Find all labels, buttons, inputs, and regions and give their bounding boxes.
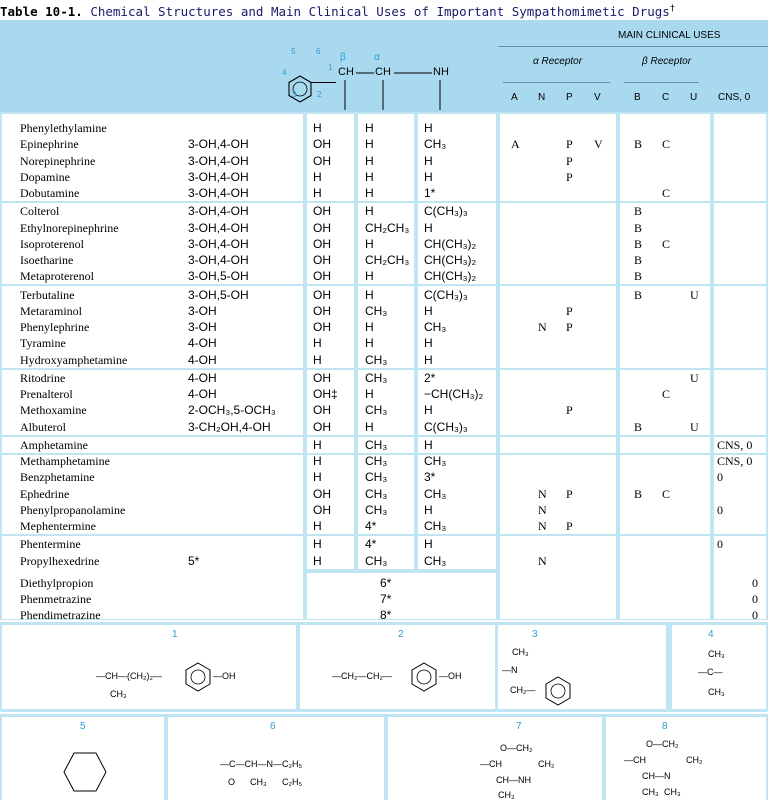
cell-N: N: [538, 519, 547, 533]
cell-sub: 3-OH: [188, 320, 217, 334]
cell-P: P: [566, 486, 573, 501]
cell-b: OH: [313, 269, 331, 284]
cell-sub: 3-OH,4-OH: [188, 204, 249, 219]
structure-4-carbon: —C—: [698, 667, 723, 677]
col-head-u: U: [690, 92, 698, 103]
structure-8-oxygen: O—CH₂: [646, 739, 679, 749]
cell-name: Hydroxyamphetamine: [20, 352, 128, 367]
cell-n: CH(CH₃)₂: [424, 269, 477, 284]
cell-B: B: [634, 419, 643, 434]
col-head-b: B: [634, 92, 641, 103]
row-group-separator: [2, 368, 766, 370]
cell-b: OH: [313, 370, 331, 385]
alpha-uses-panel: [500, 114, 616, 619]
cell-sub: 3-OH: [188, 303, 217, 318]
cell-B: B: [634, 220, 643, 235]
structure-2-hydroxyl: —OH: [439, 671, 462, 681]
cell-name: Tyramine: [20, 336, 66, 351]
cell-a: CH₃: [365, 502, 388, 517]
cell-n: 3*: [424, 470, 436, 485]
cell-name: Propylhexedrine: [20, 553, 100, 568]
cell-name: Methoxamine: [20, 403, 87, 418]
row-group-separator: [2, 435, 766, 437]
cell-n: CH₃: [424, 454, 447, 468]
structure-1-box: [2, 625, 296, 709]
cell-n: H: [424, 303, 433, 318]
cell-struct: 7*: [380, 592, 392, 606]
cell-n: −CH(CH₃)₂: [424, 387, 484, 401]
structure-2-chain: —CH₂—CH₂—: [332, 671, 392, 681]
structure-4-number: 4: [708, 629, 714, 640]
structure-4-box: [672, 625, 766, 709]
cell-a: CH₃: [365, 437, 388, 452]
cell-n: H: [424, 220, 433, 235]
cell-b: OH: [313, 287, 331, 302]
cell-b: H: [313, 121, 322, 135]
cell-n: H: [424, 437, 433, 452]
cell-a: H: [365, 236, 374, 251]
cell-B: B: [634, 204, 643, 219]
cell-cns: 0: [717, 502, 723, 517]
structure-8-ch: —CH: [624, 755, 646, 765]
cell-name: Terbutaline: [20, 287, 75, 302]
cell-b: OH: [313, 236, 331, 251]
cell-sub: 2-OCH₃,5-OCH₃: [188, 403, 276, 418]
structure-8-number: 8: [662, 721, 668, 732]
cell-b: OH: [313, 486, 331, 501]
cell-C: C: [662, 236, 671, 251]
main-clinical-uses-heading: MAIN CLINICAL USES: [618, 30, 721, 41]
cell-sub: 3-OH,4-OH: [188, 220, 249, 235]
cell-name: Epinephrine: [20, 137, 79, 152]
structure-3-methyl: CH₃: [512, 647, 529, 657]
structure-strip-bottom: [0, 714, 768, 800]
structure-7-box: [388, 717, 602, 800]
cell-sub: 5*: [188, 553, 200, 568]
beta-receptor-heading: β Receptor: [642, 56, 692, 67]
cell-b: H: [313, 336, 322, 351]
cell-n: H: [424, 169, 433, 184]
cell-n: H: [424, 403, 433, 418]
structure-3-nitrogen: —N: [502, 665, 518, 675]
cell-a: CH₂CH₃: [365, 253, 410, 267]
cell-B: B: [634, 253, 643, 267]
structure-1-number: 1: [172, 629, 178, 640]
cell-name: Prenalterol: [20, 387, 73, 401]
cell-name: Dobutamine: [20, 186, 80, 200]
cell-name: Metaproterenol: [20, 269, 94, 284]
structure-1-methyl: CH₃: [110, 689, 127, 699]
cell-b: OH: [313, 253, 331, 267]
row-group-separator: [2, 201, 766, 203]
table-number: Table 10-1.: [0, 4, 83, 20]
title-footnote-mark: †: [669, 4, 676, 14]
cell-n: C(CH₃)₃: [424, 287, 468, 302]
cell-U: U: [690, 419, 699, 434]
cell-b: H: [313, 454, 322, 468]
structure-6-chain: —C—CH—N—C₂H₅: [220, 759, 303, 769]
structure-6-ethyl: C₂H₅: [282, 777, 303, 787]
cell-n: CH₃: [424, 320, 447, 334]
cell-b: OH: [313, 137, 331, 152]
cell-sub: 3-OH,4-OH: [188, 236, 249, 251]
cell-C: C: [662, 486, 671, 501]
row-group-separator: [2, 534, 766, 536]
cell-N: N: [538, 553, 547, 568]
header-divider: [498, 46, 768, 47]
cell-cns: 0: [752, 608, 758, 622]
cell-n: 2*: [424, 370, 436, 385]
structure-7-methyl: CH₃: [498, 790, 515, 800]
structure-7-ch: —CH: [480, 759, 502, 769]
cell-name: Isoetharine: [20, 253, 74, 267]
cell-b: OH: [313, 204, 331, 219]
cell-name: Isoproterenol: [20, 236, 84, 251]
cell-n: H: [424, 502, 433, 517]
structure-5-cyclohexane: [62, 751, 108, 793]
cell-name: Phentermine: [20, 537, 81, 552]
cell-name: Phenmetrazine: [20, 592, 92, 606]
beta-ch: CH: [338, 66, 354, 78]
cell-name: Metaraminol: [20, 303, 82, 318]
cell-P: P: [566, 403, 573, 418]
cell-name: Phenylpropanolamine: [20, 502, 126, 517]
alpha-receptor-heading: α Receptor: [533, 56, 583, 67]
cell-n: C(CH₃)₃: [424, 419, 468, 434]
cell-a: H: [365, 287, 374, 302]
cell-name: Ethylnorepinephrine: [20, 220, 119, 235]
alpha-divider: [503, 82, 610, 83]
cell-b: OH: [313, 502, 331, 517]
structure-3-number: 3: [532, 629, 538, 640]
cell-a: H: [365, 186, 374, 200]
cell-a: CH₃: [365, 403, 388, 418]
cell-N: N: [538, 486, 547, 501]
cell-b: OH: [313, 153, 331, 168]
cell-B: B: [634, 269, 643, 284]
structure-5-box: [2, 717, 164, 800]
cell-a: CH₃: [365, 486, 388, 501]
cell-b: H: [313, 186, 322, 200]
cell-struct: 6*: [380, 576, 392, 590]
table-caption: Chemical Structures and Main Clinical Uses of Important Sympathomimetic Drugs: [82, 4, 670, 20]
cell-n: CH(CH₃)₂: [424, 253, 477, 267]
cell-sub: 4-OH: [188, 370, 217, 385]
cell-sub: 3-OH,4-OH: [188, 186, 249, 200]
cell-A: A: [511, 137, 520, 152]
structure-3-ring: [542, 675, 574, 707]
structure-6-methyl: CH₃: [250, 777, 267, 787]
cell-name: Phenylethylamine: [20, 121, 107, 135]
col-head-cns: CNS, 0: [718, 92, 751, 103]
cell-sub: 4-OH: [188, 352, 217, 367]
structure-8-n: CH—N: [642, 771, 671, 781]
beta-divider: [624, 82, 699, 83]
cell-b: OH: [313, 220, 331, 235]
structure-8-methyl-1: CH₃: [642, 787, 659, 797]
cell-a: H: [365, 336, 374, 351]
cell-name: Phendimetrazine: [20, 608, 101, 622]
cell-b: OH: [313, 320, 331, 334]
cell-n: CH₃: [424, 137, 447, 152]
structure-7-number: 7: [516, 721, 522, 732]
structure-8-box: [606, 717, 766, 800]
cell-a: H: [365, 121, 374, 135]
cell-name: Benzphetamine: [20, 470, 95, 485]
cell-a: CH₃: [365, 370, 388, 385]
cell-a: CH₃: [365, 303, 388, 318]
cell-B: B: [634, 236, 643, 251]
row-group-separator: [2, 284, 766, 286]
cell-N: N: [538, 320, 547, 334]
cell-name: Phenylephrine: [20, 320, 90, 334]
cell-sub: 3-OH,5-OH: [188, 269, 249, 284]
ring-pos-1: 1: [328, 63, 333, 72]
ring-pos-5: 5: [291, 47, 296, 56]
cell-b: H: [313, 470, 322, 485]
cell-sub: 3-OH,4-OH: [188, 137, 249, 152]
structure-2-box: [300, 625, 495, 709]
cell-b: H: [313, 169, 322, 184]
cell-n: H: [424, 336, 433, 351]
cell-B: B: [634, 137, 643, 152]
cell-a: H: [365, 169, 374, 184]
beta-symbol: β: [340, 52, 346, 63]
cell-C: C: [662, 137, 671, 152]
bottom-struct-panel: [307, 573, 496, 619]
cell-b: H: [313, 537, 322, 552]
ring-pos-6: 6: [316, 47, 321, 56]
cell-b: OH‡: [313, 387, 338, 401]
cell-n: H: [424, 121, 433, 135]
cell-a: 4*: [365, 519, 377, 533]
cell-n: CH₃: [424, 519, 447, 533]
cell-V: V: [594, 137, 603, 152]
ring-pos-4: 4: [282, 68, 287, 77]
cell-n: H: [424, 153, 433, 168]
cell-n: 1*: [424, 186, 436, 200]
alpha-ch: CH: [375, 66, 391, 78]
cell-P: P: [566, 320, 573, 334]
cell-a: CH₃: [365, 470, 388, 485]
col-head-v: V: [594, 92, 601, 103]
cell-n: C(CH₃)₃: [424, 204, 468, 219]
cell-U: U: [690, 287, 699, 302]
structure-8-methyl-2: CH₃: [664, 787, 681, 797]
cell-a: H: [365, 137, 374, 152]
col-head-c: C: [662, 92, 670, 103]
col-head-p: P: [566, 92, 573, 103]
cell-name: Methamphetamine: [20, 454, 110, 468]
cell-b: H: [313, 352, 322, 367]
cell-b: H: [313, 553, 322, 568]
cell-N: N: [538, 502, 547, 517]
cell-B: B: [634, 287, 643, 302]
structure-4-methyl-bottom: CH₃: [708, 687, 725, 697]
cell-C: C: [662, 387, 671, 401]
cell-struct: 8*: [380, 608, 392, 622]
structure-7-nh: CH—NH: [496, 775, 531, 785]
cell-a: H: [365, 320, 374, 334]
cell-C: C: [662, 186, 671, 200]
alpha-symbol: α: [374, 52, 380, 63]
cell-P: P: [566, 169, 573, 184]
table-title: [0, 0, 768, 18]
structure-8-ch2: CH₂: [686, 755, 703, 765]
structure-6-box: [168, 717, 384, 800]
cell-P: P: [566, 153, 573, 168]
cell-name: Albuterol: [20, 419, 66, 434]
amine-nh: NH: [433, 66, 449, 78]
structure-5-number: 5: [80, 721, 86, 732]
cell-sub: 3-OH,4-OH: [188, 153, 249, 168]
cell-cns: 0: [752, 576, 758, 590]
structure-2-number: 2: [398, 629, 404, 640]
cell-name: Amphetamine: [20, 437, 88, 452]
structure-6-number: 6: [270, 721, 276, 732]
structure-1-chain: —CH—(CH₂)₂—: [96, 671, 162, 681]
structure-1-hydroxyl: —OH: [213, 671, 236, 681]
structure-1-ring: [182, 661, 214, 693]
cell-sub: 3-OH,5-OH: [188, 287, 249, 302]
cell-a: H: [365, 204, 374, 219]
cell-cns: 0: [717, 470, 723, 485]
cell-a: CH₃: [365, 553, 388, 568]
cell-b: H: [313, 519, 322, 533]
col-head-a: A: [511, 92, 518, 103]
cell-a: H: [365, 269, 374, 284]
ring-pos-2: 2: [317, 90, 322, 99]
cell-name: Colterol: [20, 204, 60, 219]
drug-table: [0, 20, 768, 620]
cell-cns: CNS, 0: [717, 437, 753, 452]
cell-P: P: [566, 137, 573, 152]
cell-sub: 4-OH: [188, 336, 217, 351]
structure-2-ring: [408, 661, 440, 693]
cell-a: CH₂CH₃: [365, 220, 410, 235]
cell-a: 4*: [365, 537, 377, 552]
cell-sub: 4-OH: [188, 387, 217, 401]
cell-sub: 3-OH,4-OH: [188, 169, 249, 184]
cell-n: CH₃: [424, 553, 447, 568]
structure-7-oxygen: O—CH₂: [500, 743, 533, 753]
cell-n: H: [424, 537, 433, 552]
cell-b: OH: [313, 403, 331, 418]
cell-b: OH: [313, 303, 331, 318]
cell-n: H: [424, 352, 433, 367]
cell-name: Mephentermine: [20, 519, 96, 533]
cell-a: CH₃: [365, 352, 388, 367]
cell-n: CH₃: [424, 486, 447, 501]
structure-3-methylene: CH₂—: [510, 685, 536, 695]
cell-cns: CNS, 0: [717, 454, 753, 468]
col-head-n: N: [538, 92, 546, 103]
cell-name: Norepinephrine: [20, 153, 96, 168]
cell-name: Diethylpropion: [20, 576, 94, 590]
cell-P: P: [566, 303, 573, 318]
structure-3-box: [498, 625, 666, 709]
cell-b: OH: [313, 419, 331, 434]
cell-name: Ritodrine: [20, 370, 66, 385]
structure-strip-top: [0, 622, 768, 712]
cell-name: Dopamine: [20, 169, 70, 184]
structure-4-methyl-top: CH₃: [708, 649, 725, 659]
cell-P: P: [566, 519, 573, 533]
cell-a: H: [365, 419, 374, 434]
structure-7-ch2: CH₂: [538, 759, 555, 769]
cell-sub: 3-CH₂OH,4-OH: [188, 419, 271, 434]
cell-cns: 0: [717, 537, 723, 552]
cell-b: H: [313, 437, 322, 452]
cell-a: H: [365, 153, 374, 168]
cell-B: B: [634, 486, 643, 501]
structure-6-oxygen: O: [228, 777, 236, 787]
cell-cns: 0: [752, 592, 758, 606]
cell-a: CH₃: [365, 454, 388, 468]
cell-a: H: [365, 387, 374, 401]
ring-pos-3: 3: [292, 90, 297, 99]
cell-U: U: [690, 370, 699, 385]
cell-sub: 3-OH,4-OH: [188, 253, 249, 267]
cell-name: Ephedrine: [20, 486, 70, 501]
cell-n: CH(CH₃)₂: [424, 236, 477, 251]
